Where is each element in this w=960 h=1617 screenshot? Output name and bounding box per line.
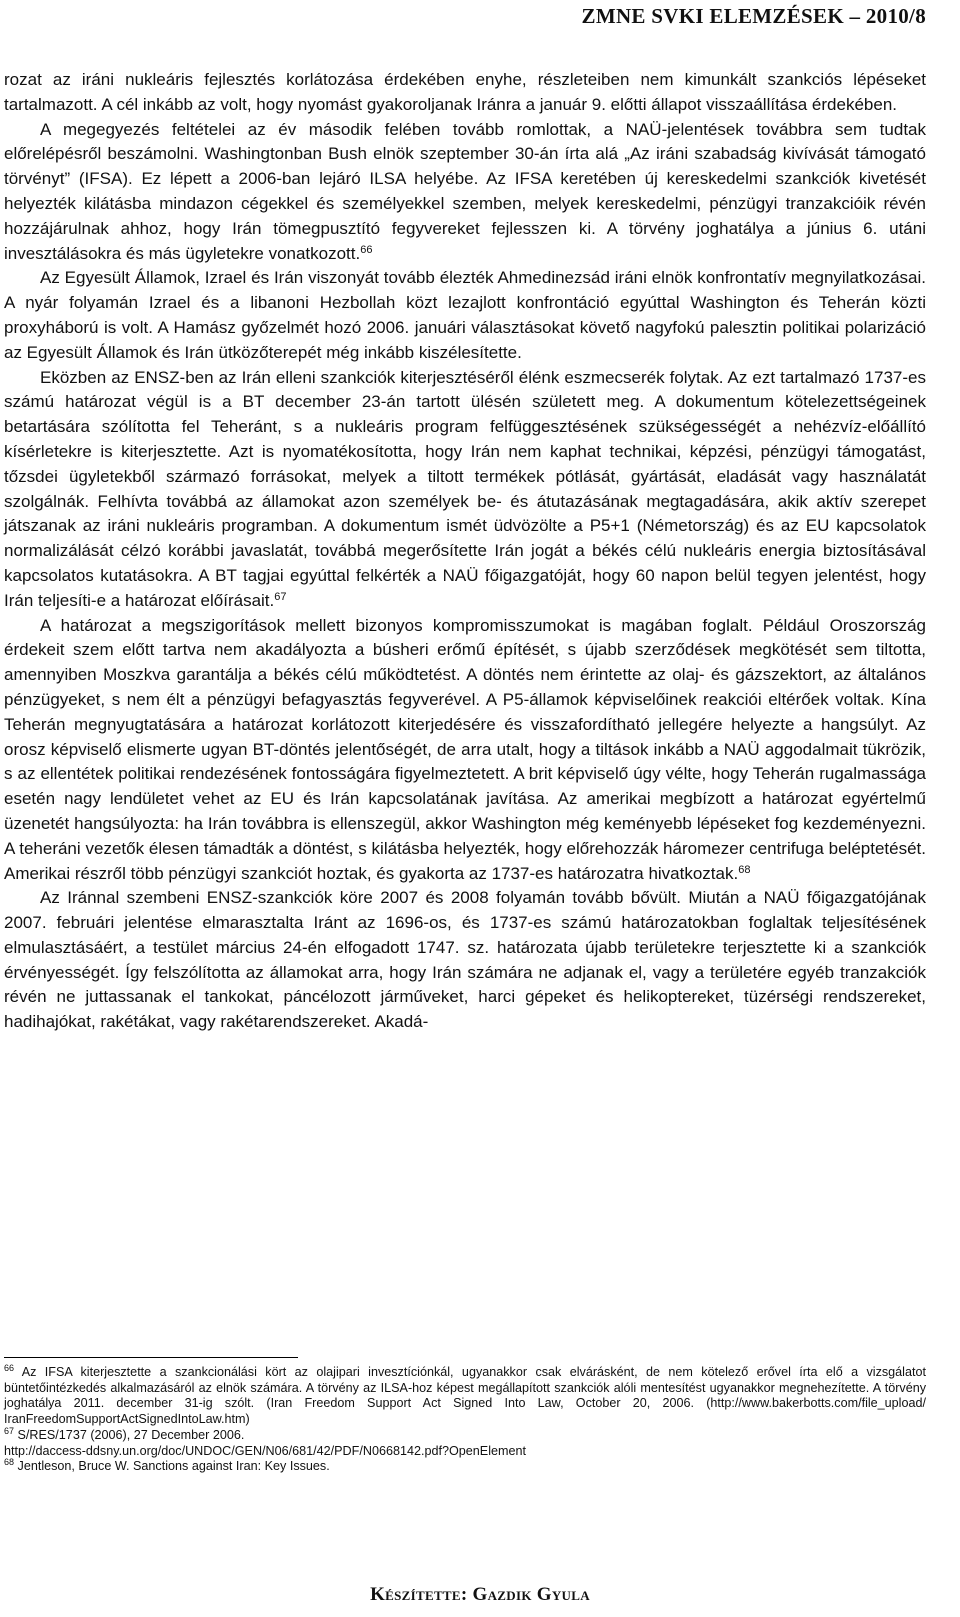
paragraph: Az Egyesült Államok, Izrael és Irán viszonyát tovább élezték Ahmedinezsád iráni elnök konfrontatív megnyilatkozásai. A nyár folyamán Izrael és a libanoni Hezbollah közt lezajlott konfrontáció egyúttal Washington és Teherán közti proxyháború is volt. A Hamász győzelmét hozó 2006. januári választásokat követő nagyfokú palesztin politikai polarizáció az Egyesült Államok és Irán ütközőterepét még inkább kiszélesítette. [4,268,926,362]
paragraph [4,118,926,267]
footnote-ref-67[interactable]: 67 [274,590,287,603]
footnotes [4,1365,926,1475]
footnote-text: Jentleson, Bruce W. Sanctions against Iran: Key Issues. [17,1459,330,1474]
running-header: ZMNE SVKI ELEMZÉSEK – 2010/8 [581,4,926,28]
paragraph-text: Eközben az ENSZ-ben az Irán elleni szankciók kiterjesztéséről élénk eszmecserék folytak. Az ezt tartalmazó 1737-es számú határozat végül is a BT december 23-án tartott ülésén született meg. A dokumentum kötelezettségeinek betartására szólította fel Teheránt, s a nukleáris program felfüggesztésének szükségességét a nehézvíz-előállító kísérletekre is kiterjesztette. Azt is nyomatékosította, hogy Irán nem kaphat technikai, képzési, pénzügyi támogatást, tőzsdei ügyletekből származó forrásokat, melyek a tiltott termékek pótlását, gyártását, eladását vagy használatát szolgálnák. Felhívta továbbá az államokat azon személyek be- és átutazásának megtagadására, akik aktív szerepet játszanak az iráni nukleáris programban. A dokumentum ismét üdvözölte a P5+1 (Németország) és az EU kapcsolatok normalizálását célzó korábbi javaslatát, továbbá megerősítette Irán jogát a békés célú nukleáris energia biztosításával kapcsolatos kutatásokra. A BT tagjai egyúttal felkérték a NAÜ főigazgatóját, hogy 60 napon belül tegyen jelentést, hogy Irán teljesíti-e a határozat előírásait. [4,367,926,610]
footnote [4,1425,926,1444]
paragraph-continued: rozat az iráni nukleáris fejlesztés korlátozása érdekében enyhe, részleteiben nem kimunkált szankciós lépéseket tartalmazott. A cél inkább az volt, hogy nyomást gyakoroljanak Iránra a január 9. előtti állapot visszaállítása érdekében. [4,70,926,114]
footnote-ref-66[interactable]: 66 [360,243,373,256]
paragraph [4,366,926,614]
footnote [4,1459,926,1475]
body-text [4,68,926,1035]
footnote-ref-68[interactable]: 68 [738,863,751,876]
footnote-number: 67 [4,1425,15,1436]
footnote-url[interactable]: http://daccess-ddsny.un.org/doc/UNDOC/GEN/N06/681/42/PDF/N0668142.pdf?OpenElement [4,1443,526,1458]
footnote-number: 68 [4,1457,15,1468]
paragraph-text: A megegyezés feltételei az év második felében tovább romlottak, a NAÜ-jelentések továbbra sem tudtak előrelépésről beszámolni. Washingtonban Bush elnök szeptember 30-án írta alá „Az iráni szabadság kivívását támogató törvényt” (IFSA). Ez lépett a 2006-ban lejáró ILSA helyébe. Az IFSA keretében új kereskedelmi szankciók kivetését helyezték kilátásba mindazon cégekkel és személyekkel szemben, melyek kereskedelmi, pénzügyi tranzakcióik révén hozzájárulnak ahhoz, hogy Irán tömegpusztító fegyvereket fejlesszen ki. A törvény joghatálya a június 6. utáni invesztálásokra és más ügyletekre vonatkozott. [4,119,926,263]
footnote-separator [4,1357,298,1358]
running-footer: Készítette: Gazdik Gyula [370,1584,590,1605]
footnote-number: 66 [4,1363,15,1373]
footnote-text: Az IFSA kiterjesztette a szankcionálási kört az olajipari invesztíciónkál, ugyanakkor csak elvárásként, de nem kötelező erővel írta elő a vizsgálatot büntetőintézkedés alkalmazásáról az elnök számára. A törvény az ILSA-hoz képest megállapított szankciók alóli mentesítést ugyanakkor megnehezítette. A törvény joghatálya 2011. december 31-ig szólt. (Iran Freedom Support Act Signed Into Law, October 20, 2006. (http://www.bakerbotts.com/file_upload/ IranFreedomSupportActSignedIntoLaw.htm) [4,1365,926,1427]
footnote [4,1365,926,1428]
paragraph [4,614,926,887]
paragraph-text: A határozat a megszigorítások mellett bizonyos kompromisszumokat is magában foglalt. Például Oroszország érdekeit szem előtt tartva nem akadályozta a búsheri erőmű építését, s újabb szerződések megkötését sem tiltotta, amennyiben Moszkva garantálja a békés célú működtetést. A döntés nem érintette az olaj- és gázszektort, az általános pénzügyeket, s nem élt a pénzügyi befagyasztás fegyverével. A P5-államok képviselőinek reakciói eltérőek voltak. Kína Teherán megnyugtatására a határozat korlátozott kiterjedésére és visszafordítható jellegére helyezte a hangsúlyt. Az orosz képviselő elismerte ugyan BT-döntés jelentőségét, de arra utalt, hogy a tiltások inkább a NAÜ aggodalmait tükrözik, s az ellentétek politikai rendezésének fontosságára figyelmeztetett. A brit képviselő úgy vélte, hogy Teherán rugalmassága esetén nagy lendületet vehet az EU és Irán kapcsolatának javítása. Az amerikai megbízott a határozat egyértelmű üzenetét hangsúlyozta: ha Irán továbbra is ellenszegül, akkor Washington még keményebb lépéseket fog kezdeményezni. A teheráni vezetők élesen támadták a döntést, s kilátásba helyezték, hogy előrehozzák háromezer centrifuga beléptetését. Amerikai részről több pénzügyi szankciót hoztak, és gyakorta az 1737-es határozatra hivatkoztak. [4,615,926,883]
footnote-link [4,1444,926,1460]
paragraph: Az Iránnal szembeni ENSZ-szankciók köre 2007 és 2008 folyamán tovább bővült. Miután a NAÜ főigazgatójának 2007. februári jelentése elmarasztalta Iránt az 1696-os, és 1737-es számú határozatokban foglaltak teljesítésének elmulasztásáért, a testület március 24-én elfogadott 1747. sz. határozata újabb területekre terjesztette ki a szankciók érvényességét. Így felszólította az államokat arra, hogy Irán számára ne adjanak el, vagy a területére egyéb tranzakciók révén ne juttassanak el tankokat, páncélozott járműveket, harci gépeket és helikoptereket, tüzérségi rendszereket, hadihajókat, rakétákat, vagy rakétarendszereket. Akadá- [4,888,926,1032]
footnote-text: S/RES/1737 (2006), 27 December 2006. [17,1427,245,1442]
